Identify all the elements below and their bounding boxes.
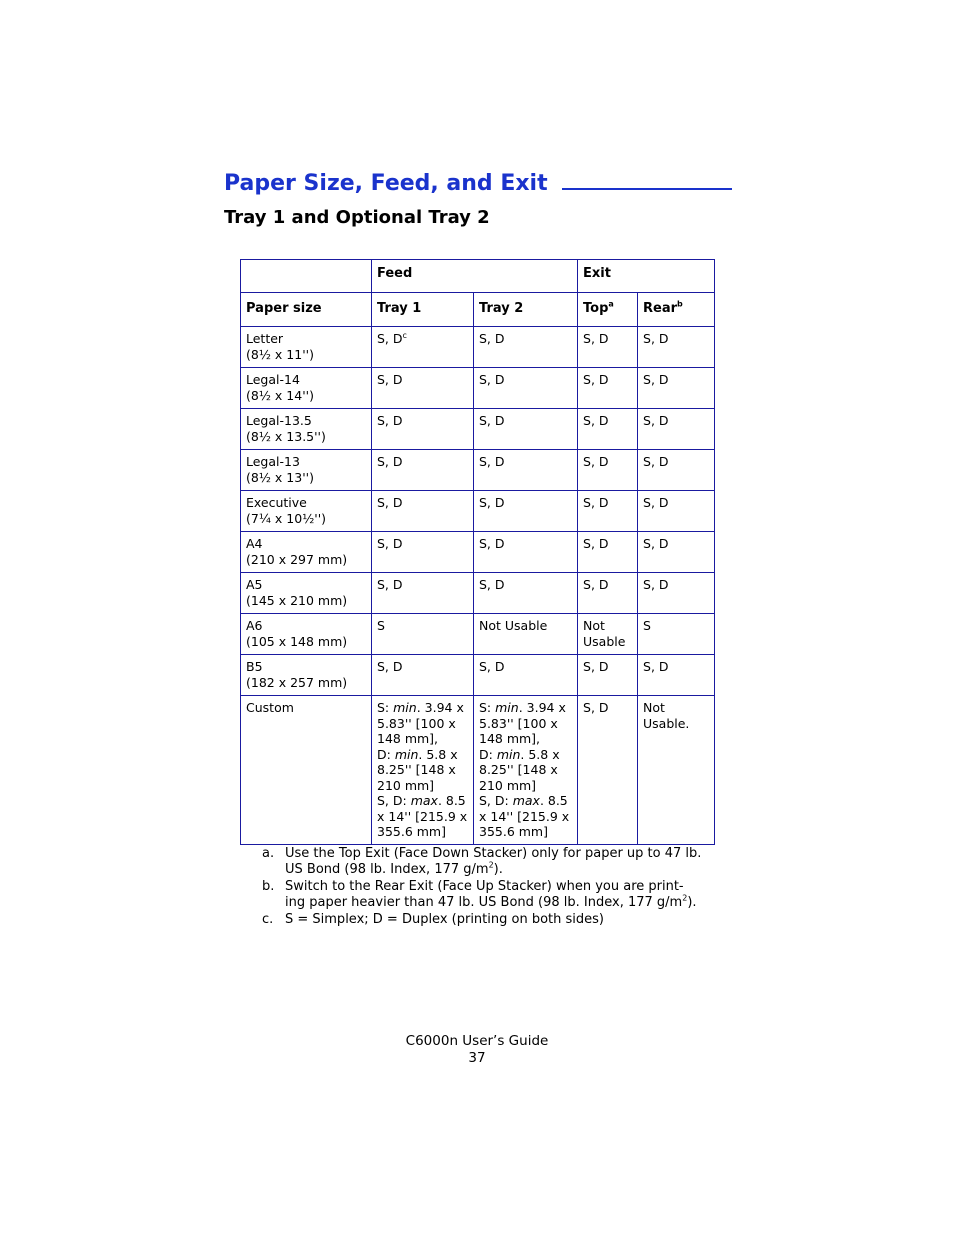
max-label: max (410, 793, 438, 808)
cell-tray1 (372, 368, 474, 409)
footnote (262, 879, 702, 911)
cell-paper-size (241, 696, 372, 845)
top-exit-value: S, D (583, 331, 609, 346)
rear-exit-value: S, D (643, 495, 669, 510)
tray1-value: S, D (377, 577, 403, 592)
paper-size-dimensions: (182 x 257 mm) (246, 674, 348, 690)
max-size: . 8.5 x 14'' [215.9 x 355.6 mm] (479, 793, 570, 839)
cell-tray1 (372, 450, 474, 491)
cell-paper-size (241, 450, 372, 491)
footnote-text-main: S = Simplex; D = Duplex (printing on both sides) (285, 912, 604, 927)
tray1-value: S, D (377, 331, 403, 346)
table-row (241, 532, 715, 573)
header-tray1: Tray 1 (372, 293, 474, 327)
table-row (241, 573, 715, 614)
cell-rear-exit (638, 614, 715, 655)
cell-tray1 (372, 409, 474, 450)
cell-paper-size (241, 327, 372, 368)
table-row (241, 450, 715, 491)
paper-size-dimensions: (7¼ x 10½'') (246, 510, 327, 526)
title-underline-rule (562, 168, 732, 190)
tray2-value: S, D (479, 454, 505, 469)
tray2-value: S, D (479, 659, 505, 674)
header-top (578, 293, 638, 327)
cell-tray2 (474, 655, 578, 696)
cell-tray2 (474, 614, 578, 655)
cell-rear-exit (638, 655, 715, 696)
footnote-superscript: 2 (488, 860, 494, 870)
cell-tray1 (372, 573, 474, 614)
max-label: max (512, 793, 540, 808)
paper-size-dimensions: (145 x 210 mm) (246, 592, 348, 608)
min-label: min (495, 700, 519, 715)
paper-size-name: Custom (246, 700, 294, 715)
paper-size-name: Legal-13.5 (246, 413, 312, 428)
paper-size-dimensions: (8½ x 13.5'') (246, 428, 326, 444)
cell-rear-exit (638, 450, 715, 491)
both-prefix: S, D: (377, 793, 411, 808)
table-group-header-row (241, 260, 715, 293)
page-title-text: Paper Size, Feed, and Exit (224, 171, 548, 196)
cell-tray2 (474, 327, 578, 368)
min-label: min (496, 746, 521, 762)
cell-top-exit (578, 696, 638, 845)
cell-tray1 (372, 614, 474, 655)
footnote-text (285, 912, 604, 927)
min-label: min (393, 700, 417, 715)
tray2-value: S, D (479, 577, 505, 592)
cell-tray2 (474, 409, 578, 450)
header-top-label: Top (583, 301, 609, 316)
cell-rear-exit (638, 532, 715, 573)
cell-tray1 (372, 655, 474, 696)
cell-rear-exit (638, 409, 715, 450)
cell-top-exit (578, 409, 638, 450)
footnote-superscript: 2 (682, 893, 688, 903)
cell-paper-size (241, 409, 372, 450)
cell-top-exit (578, 614, 638, 655)
footnote-text (285, 846, 701, 877)
paper-size-name: Executive (246, 495, 307, 510)
top-exit-value: Not Usable (583, 618, 626, 649)
cell-paper-size (241, 491, 372, 532)
both-prefix: S, D: (479, 793, 513, 808)
cell-paper-size (241, 532, 372, 573)
tray1-value: S, D (377, 536, 403, 551)
simplex-min-size: . 3.94 x 5.83'' [100 x 148 mm], (479, 700, 566, 746)
top-exit-value: S, D (583, 372, 609, 387)
rear-exit-value: S, D (643, 331, 669, 346)
table-row (241, 368, 715, 409)
tray2-value: Not Usable (479, 618, 548, 633)
tray2-value: S, D (479, 372, 505, 387)
paper-size-name: Letter (246, 331, 284, 346)
min-label: min (394, 746, 419, 762)
cell-rear-exit (638, 368, 715, 409)
cell-tray2 (474, 450, 578, 491)
header-tray2: Tray 2 (474, 293, 578, 327)
footnotes-list (262, 846, 702, 929)
footnote-text-main: Use the Top Exit (Face Down Stacker) only for paper up to 47 lb. US Bond (98 lb. Index, 177 g/m (285, 846, 702, 877)
tray1-value: S (377, 618, 385, 633)
top-exit-value: S, D (583, 700, 609, 715)
duplex-min-size: . 5.8 x 8.25'' [148 x 210 mm] (479, 746, 560, 793)
cell-tray1 (372, 491, 474, 532)
tray1-value: S, D (377, 659, 403, 674)
page-footer (0, 1033, 954, 1067)
paper-size-name: A4 (246, 536, 263, 551)
footnote-marker: c. (262, 912, 274, 927)
table-row (241, 614, 715, 655)
tray1-footnote-mark: c (402, 330, 407, 340)
cell-top-exit (578, 368, 638, 409)
rear-exit-value: S, D (643, 536, 669, 551)
tray2-value: S, D (479, 413, 505, 428)
rear-exit-value: S, D (643, 372, 669, 387)
page-title (224, 168, 732, 196)
header-top-footnote-mark: a (608, 299, 614, 309)
cell-top-exit (578, 491, 638, 532)
cell-paper-size (241, 655, 372, 696)
footnote (262, 846, 702, 878)
paper-size-name: Legal-14 (246, 372, 300, 387)
tray2-value: S, D (479, 331, 505, 346)
table-row (241, 655, 715, 696)
simplex-prefix: S: (479, 700, 496, 715)
duplex-min-size: . 5.8 x 8.25'' [148 x 210 mm] (377, 746, 458, 793)
cell-rear-exit (638, 573, 715, 614)
cell-tray1-custom (372, 696, 474, 845)
top-exit-value: S, D (583, 454, 609, 469)
tray2-value: S, D (479, 495, 505, 510)
cell-top-exit (578, 573, 638, 614)
header-rear-label: Rear (643, 301, 678, 316)
tray1-value: S, D (377, 413, 403, 428)
table-row (241, 491, 715, 532)
cell-rear-exit (638, 696, 715, 845)
header-rear-footnote-mark: b (677, 299, 683, 309)
rear-exit-value: S (643, 618, 651, 633)
top-exit-value: S, D (583, 577, 609, 592)
table-column-header-row (241, 293, 715, 327)
top-exit-value: S, D (583, 659, 609, 674)
section-subtitle: Tray 1 and Optional Tray 2 (224, 207, 490, 228)
footnote-marker: a. (262, 846, 275, 861)
duplex-prefix: D: (479, 746, 497, 762)
table-row-custom (241, 696, 715, 845)
footnote-text (285, 879, 697, 910)
cell-tray2 (474, 532, 578, 573)
table-row (241, 327, 715, 368)
rear-exit-value: S, D (643, 659, 669, 674)
tray1-value: S, D (377, 495, 403, 510)
tray2-value: S, D (479, 536, 505, 551)
cell-paper-size (241, 368, 372, 409)
paper-size-dimensions: (105 x 148 mm) (246, 633, 348, 649)
paper-size-name: Legal-13 (246, 454, 300, 469)
rear-exit-value: S, D (643, 454, 669, 469)
simplex-min-size: . 3.94 x 5.83'' [100 x 148 mm], (377, 700, 464, 746)
paper-size-name: A6 (246, 618, 263, 633)
footnote (262, 912, 702, 928)
header-exit: Exit (578, 260, 715, 293)
top-exit-value: S, D (583, 536, 609, 551)
rear-exit-value: S, D (643, 413, 669, 428)
simplex-prefix: S: (377, 700, 394, 715)
cell-tray2 (474, 368, 578, 409)
footnote-text-end: ). (493, 862, 503, 877)
cell-tray2-custom (474, 696, 578, 845)
page-number: 37 (468, 1050, 486, 1066)
cell-rear-exit (638, 327, 715, 368)
cell-tray1 (372, 327, 474, 368)
paper-size-dimensions: (8½ x 14'') (246, 387, 314, 403)
cell-paper-size (241, 614, 372, 655)
footnote-marker: b. (262, 879, 275, 894)
rear-exit-value: S, D (643, 577, 669, 592)
paper-size-dimensions: (8½ x 11'') (246, 346, 314, 362)
header-feed: Feed (372, 260, 578, 293)
tray1-value: S, D (377, 454, 403, 469)
cell-top-exit (578, 327, 638, 368)
header-paper-size: Paper size (241, 293, 372, 327)
paper-size-name: B5 (246, 659, 263, 674)
paper-size-table (240, 259, 715, 845)
rear-exit-value: Not Usable. (643, 700, 690, 731)
cell-top-exit (578, 655, 638, 696)
paper-size-name: A5 (246, 577, 263, 592)
footnote-text-end: ). (687, 895, 697, 910)
tray1-value: S, D (377, 372, 403, 387)
cell-top-exit (578, 450, 638, 491)
cell-paper-size (241, 573, 372, 614)
header-rear (638, 293, 715, 327)
max-size: . 8.5 x 14'' [215.9 x 355.6 mm] (377, 793, 468, 839)
cell-tray1 (372, 532, 474, 573)
footnote-text-main: Switch to the Rear Exit (Face Up Stacker) when you are print-ing paper heavier than 47 lb. US Bond (98 lb. Index, 177 g/m (285, 879, 684, 910)
top-exit-value: S, D (583, 495, 609, 510)
cell-tray2 (474, 491, 578, 532)
header-empty-cell (241, 260, 372, 293)
guide-name: C6000n User’s Guide (405, 1033, 549, 1049)
table-row (241, 409, 715, 450)
cell-rear-exit (638, 491, 715, 532)
cell-top-exit (578, 532, 638, 573)
top-exit-value: S, D (583, 413, 609, 428)
cell-tray2 (474, 573, 578, 614)
duplex-prefix: D: (377, 746, 395, 762)
paper-size-dimensions: (210 x 297 mm) (246, 551, 348, 567)
paper-size-dimensions: (8½ x 13'') (246, 469, 314, 485)
